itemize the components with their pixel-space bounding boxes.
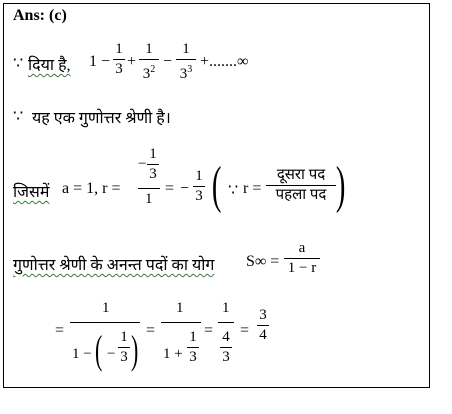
neg-one-third: 1 3 bbox=[193, 168, 205, 205]
because-symbol-3: ∵ bbox=[228, 182, 239, 199]
minus-op: − bbox=[163, 53, 173, 70]
equals-2: = bbox=[146, 322, 156, 339]
term-1-fraction: 1 3 bbox=[113, 41, 125, 78]
neg-sign: − bbox=[180, 180, 190, 197]
answer-label: Ans: (c) bbox=[13, 7, 67, 24]
r-complex-fraction: − 1 3 1 bbox=[138, 146, 160, 206]
term-3-fraction: 1 $3^3$ bbox=[176, 41, 196, 83]
right-paren: ) bbox=[335, 157, 346, 214]
s-infinity-label: S∞ = bbox=[246, 253, 280, 270]
jisme-label: जिसमें bbox=[13, 184, 50, 201]
equals-3: = bbox=[204, 322, 214, 339]
equals-start: = bbox=[55, 322, 65, 339]
r-equals: r = bbox=[243, 180, 262, 197]
given-label: दिया है, bbox=[28, 57, 71, 74]
because-symbol: ∵ bbox=[13, 55, 24, 72]
equals-sign: = bbox=[165, 180, 175, 197]
gp-statement: यह एक गुणोत्तर श्रेणी है। bbox=[32, 110, 171, 127]
ratio-definition: दूसरा पद पहला पद bbox=[266, 167, 336, 204]
result-three-quarters: 3 4 bbox=[257, 307, 269, 344]
infinite-sum-text: गुणोत्तर श्रेणी के अनन्त पदों का योग bbox=[13, 257, 215, 274]
term-2-fraction: 1 $3^2$ bbox=[139, 41, 159, 83]
sum-formula-fraction: a 1 − r bbox=[284, 240, 320, 277]
fraction-step-2: 1 1 + 1 3 bbox=[161, 300, 201, 376]
left-paren: ( bbox=[211, 157, 222, 214]
equals-4: = bbox=[240, 322, 250, 339]
fraction-step-3: 1 4 3 bbox=[218, 300, 234, 376]
plus-op: + bbox=[127, 53, 137, 70]
series-start: 1 − bbox=[89, 53, 111, 70]
fraction-step-1: 1 1 − ( − 1 3 ) bbox=[72, 300, 139, 372]
because-symbol-2: ∵ bbox=[13, 108, 24, 125]
series-tail: +.......∞ bbox=[200, 53, 249, 70]
a-r-equation: a = 1, r = bbox=[62, 180, 121, 197]
